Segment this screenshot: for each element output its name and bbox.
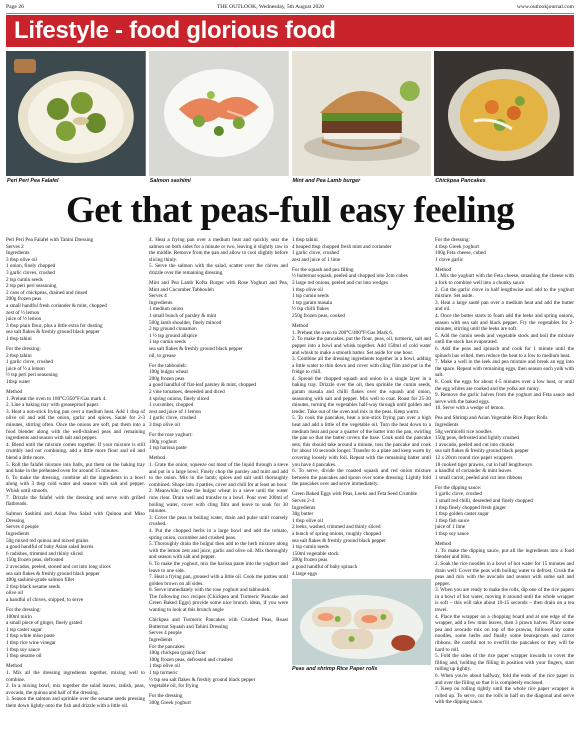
article-paragraph: 1 tsp cumin seeds: [292, 293, 329, 300]
article-paragraph: 4. Once the butter starts to foam add the leeks and spring onions, season with sea salt and black pepper. Fry the vegetables for 2-minutes, stirring until the leeks are soft.: [435, 313, 574, 333]
article-paragraph: sea salt flakes & freshly ground black pepper: [6, 329, 100, 336]
article-paragraph: 1. Preheat the oven to 200°C/400°F/Gas Mark 6.: [292, 329, 394, 336]
article-paragraph: ½ tsp chilli flakes: [292, 306, 329, 313]
article-paragraph: 6 radishes, trimmed and thinly sliced: [6, 550, 83, 557]
article-paragraph: 200g frozen peas: [149, 375, 185, 382]
article-paragraph: zest and juice of 1 lemon: [149, 408, 202, 415]
photo-strip: [6, 51, 574, 184]
article-paragraph: 1 garlic clove, crushed: [6, 359, 53, 366]
article-paragraph: 2. Line a baking tray with greaseproof paper.: [6, 402, 100, 409]
article-paragraph: 100g yoghurt: [149, 438, 177, 445]
article-paragraph: 4 tbsp Greek yoghurt: [435, 243, 479, 250]
article-paragraph: Method: [435, 266, 452, 273]
article-paragraph: 4. Put the chopped herbs in a large bowl and add the tomato, spring onion, cucumber and crushed peas.: [149, 527, 288, 541]
article-paragraph: 100g frozen peas, defrosted and crushed: [149, 656, 233, 663]
article-paragraph: 3. Heat a large sauté pan over a medium heat and add the butter and oil.: [435, 299, 574, 313]
article-paragraph: 100g Feta cheese, cubed: [435, 250, 486, 257]
article-paragraph: 4 heaped tbsp chopped fresh mint and coriander: [292, 243, 392, 250]
article-column-4: [435, 237, 574, 733]
article-paragraph: For the rose yoghurt:: [149, 432, 193, 439]
article-paragraph: 100ml mirin: [6, 613, 32, 620]
article-paragraph: 3 tbsp olive oil: [149, 422, 180, 429]
article-paragraph: 2. In a mixing bowl, mix together the salad leaves, radish, peas, avocado, the quinoa and half of the dressing.: [6, 683, 145, 696]
rolls-photo-caption: Peas and shrimp Rice Paper rolls: [292, 666, 378, 673]
falafel-plate-photo: [6, 51, 146, 184]
article-paragraph: ½ butternut squash, peeled and chopped into 2cm cubes: [292, 273, 408, 280]
article-paragraph: Serves 4 people: [6, 524, 39, 531]
article-paragraph: 1 small bunch of parsley & mint: [149, 313, 217, 320]
article-paragraph: 1tbsp water: [6, 378, 31, 385]
article-paragraph: 6. When you're about halfway, fold the ends of the rice paper in and over the filling so that it is completely enclosed.: [435, 673, 574, 686]
article-paragraph: 1 cucumber, chopped: [149, 402, 194, 409]
article-paragraph: 2 tsp cumin seeds: [6, 276, 43, 283]
article-paragraph: 250g frozen peas, cooked: [292, 313, 346, 320]
article-paragraph: juice of ½ a lemon: [6, 365, 45, 372]
article-paragraph: 1. Grate the onion, squeeze out most of the liquid through a sieve and put in a large bowl. Finely chop the parsley and mint and add to the onion. Mix in the lamb, spices and salt until thoroughly combined. Shape into 4 patties, cover and chill for at least an hour.: [149, 462, 288, 488]
article-paragraph: 1 tsp caster sugar: [6, 626, 42, 633]
website: www.outlookjournal.com: [516, 3, 574, 10]
article-paragraph: For the dressing:: [6, 346, 41, 352]
article-paragraph: 6. Add the peas and spinach and cook for 1 minute until the spinach has wilted, then reduce the heat to a low to medium heat.: [435, 346, 574, 359]
article-paragraph: 300g Greek yoghurt: [149, 699, 191, 706]
article-paragraph: For the pancakes:: [149, 643, 186, 650]
article-paragraph: 12 x 20cm round rice paper wrappers: [435, 455, 513, 461]
article-paragraph: 30g butter: [292, 511, 314, 518]
article-paragraph: 2. To make the pancakes, put the flour, peas, oil, turmeric, salt and pepper into a bowl and whisk together. Add 150ml of cold water and whisk to make a smooth batter. Set aside for one hour.: [292, 336, 431, 356]
article-paragraph: 1 tbsp olive oil: [292, 286, 323, 293]
article-paragraph: sea salt flakes & freshly ground black pepper: [435, 448, 529, 455]
article-paragraph: 3 tbsp plain flour, plus a little extra for dusting: [6, 322, 103, 329]
photo-caption: Mint and Pea Lamb burger: [292, 178, 361, 184]
article-paragraph: Serves 2: [6, 243, 24, 250]
article-paragraph: 2 leeks, washed, trimmed and thinly sliced: [292, 524, 381, 531]
article-paragraph: Serves 2-4: [292, 498, 315, 505]
article-paragraph: juice of 1 lime: [435, 524, 466, 531]
article-paragraph: For the squash and pea filling: [292, 266, 354, 273]
article-paragraph: 6. To serve, divide the roasted squash and red onion mixture between the pancakes and spoon over some dressing. Lightly fold the pancakes over and serve immediately.: [292, 468, 431, 488]
page-number: Page 26: [6, 3, 24, 10]
pancake-photo: [434, 51, 574, 184]
article-paragraph: a handful of chives, snipped, to serve: [6, 596, 84, 603]
article-paragraph: 3 garlic cloves, crushed: [6, 269, 55, 276]
article-paragraph: The following two recipes (Chickpea and Turmeric Pancake and Green Baked Eggs) provide some nice brunch ideas, if you were wanting to look at this brunch angle: [149, 593, 288, 614]
article-paragraph: 1. Preheat the oven to 180°C/350°F/Gas mark 4.: [6, 395, 107, 402]
article-paragraph: For the tabbouleh:: [149, 362, 188, 369]
article-paragraph: juice of ½ lemon: [6, 316, 42, 323]
article-paragraph: 8. Cook the eggs for about 4-5 minutes over a low heat, or until the egg whites are cooked and the yolks are runny.: [435, 378, 574, 392]
headline: Get that peas-full easy feeling: [66, 190, 514, 231]
article-paragraph: 9. Remove the garlic halves from the yoghurt and Feta sauce and serve with the baked eggs.: [435, 392, 574, 405]
article-paragraph: a good handful of baby spinach: [292, 564, 358, 570]
article-paragraph: oil, to grease: [149, 352, 176, 359]
article-paragraph: Chickpea and Turmeric Pancakes with Crushed Peas, Roast Butternut Squash and Tahini Dressing: [149, 617, 288, 630]
article-paragraph: 5. Add the cumin seeds and vegetable stock and boil the mixture until the stock has evaporated.: [435, 332, 574, 346]
article-paragraph: a handful of coriander & mint leaves: [435, 468, 512, 475]
article-paragraph: 8. Serve immediately with the rose yoghurt and tabbouleh.: [149, 587, 271, 594]
article-paragraph: 5. Roll the falafel mixture into balls, put them on the baking tray and bake in the preheated oven for around 15 minutes.: [6, 461, 145, 475]
article-paragraph: For the dressing:: [435, 237, 470, 243]
article-paragraph: 1. Mix the yoghurt with the Feta cheese, smashing the cheese with a fork to combine well into a chunky sauce.: [435, 273, 574, 287]
article-paragraph: 2 tsp ground cinnamon: [149, 326, 197, 333]
article-paragraph: sea salt flakes & freshly ground black pepper: [6, 570, 100, 577]
article-paragraph: Serves 4: [149, 293, 167, 300]
article-paragraph: 1 tbsp tahini: [292, 237, 318, 243]
article-paragraph: Ingredients: [149, 299, 173, 306]
article-paragraph: 4. Place the wrapper on a chopping board and at one edge of the wrapper, add a few mint leaves, then 3 prawn halves. Place some pea and avocado mix on top of the prawns, followed by some noodles, some herbs and finally some beansprouts and carrot ribbons. Be careful not to overfill the pancakes or they will be hard to roll.: [435, 613, 574, 653]
article-paragraph: 1 tsp harissa paste: [149, 445, 187, 452]
rice-paper-rolls-photo: [292, 579, 431, 665]
article-paragraph: sea salt flakes & freshly ground black pepper: [149, 346, 243, 352]
article-paragraph: ½ tsp sea salt flakes & freshly ground black pepper: [149, 676, 256, 683]
article-paragraph: 150ml vegetable stock: [292, 550, 339, 557]
article-paragraph: Salmon Sashimi and Asian Pea Salad with Quinoa and Miso Dressing: [6, 511, 145, 524]
article-paragraph: 100g chickpea (gram) flour: [149, 650, 206, 657]
article-paragraph: 50g vermicelli rice noodles: [435, 428, 492, 435]
article-paragraph: 500g lamb shoulder, finely minced: [149, 319, 222, 326]
article-paragraph: 1 tsp cumin seeds: [292, 544, 329, 551]
article-paragraph: 3 large red onions, peeled and cut into wedges: [292, 280, 388, 287]
column-3-text: [292, 237, 431, 577]
article-paragraph: 7. Drizzle the falafel with the dressing and serve with grilled flatbreads.: [6, 494, 145, 508]
article-paragraph: 3. Cover the peas in boiling water, drain and pulse until coarsely crushed.: [149, 514, 288, 528]
article-paragraph: 2. Meanwhile, rinse the bulgur wheat in a sieve until the water runs clear. Drain well and transfer to a bowl. Pour over 200ml of boiling water, cover with cling film and leave to soak for 30 minutes.: [149, 488, 288, 515]
article-paragraph: Ingredients: [149, 636, 173, 643]
article-paragraph: 3. When you are ready to make the rolls, dip one of the rice papers in a bowl of hot water, moving it around until the whole wrapper is soft – this will take about 10-15 seconds – then drain on a tea towel.: [435, 587, 574, 614]
article-paragraph: 1 avocado, peeled and cut into chunks: [435, 441, 515, 448]
article-paragraph: Peri Peri Pea Falafel with Tahini Dressing: [6, 237, 94, 243]
article-paragraph: 150g frozen peas, defrosted: [6, 557, 64, 564]
article-paragraph: 4. Spread the chopped squash and onion in a single layer in a baking tray. Drizzle over the oil, then sprinkle the cumin seeds, garam masala and chilli flakes over the squash and onion, seasoning with salt and pepper. Mix well to coat. Roast for 25-30 minutes, turning the vegetables half-way through until golden and tender. Take out of the oven and mix in the peas. Keep warm.: [292, 375, 431, 415]
article-paragraph: zest and juice of 1 lime: [292, 256, 341, 263]
article-paragraph: 4 large eggs: [292, 570, 317, 577]
article-paragraph: 1 tbsp soy sauce: [6, 646, 40, 653]
article-paragraph: 4. Heat a frying pan over a medium heat and quickly sear the salmon on both sides for a minute or two, leaving it slightly raw in the middle. Remove from the pan and allow to cool slightly before slicing thinly.: [149, 237, 288, 263]
article-paragraph: 4 spring onions, finely sliced: [149, 395, 210, 402]
article-paragraph: For the dressing: [149, 693, 183, 700]
article-paragraph: 1 tbsp white miso paste: [6, 633, 55, 640]
article-paragraph: 4. Blend until the mixture comes together. If your mixture is still crumbly and not combining, add a little more flour and oil and blend a little more.: [6, 441, 145, 461]
article-paragraph: Ingredients: [292, 504, 316, 511]
article-paragraph: 1 medium onion: [149, 306, 184, 313]
article-paragraph: 2 tbsp tahini: [6, 352, 32, 359]
article-paragraph: 50g mixed red quinoa and mixed grains: [6, 537, 89, 544]
article-paragraph: ½ tsp peri peri seasoning: [6, 372, 58, 379]
article-column-1: [6, 237, 145, 733]
burger-photo: [292, 51, 432, 184]
article-paragraph: 3 tbsp olive oil: [6, 256, 37, 263]
article-paragraph: 7. Make a well in the leek and pea mixture and break an egg into the space. Repeat with remaining eggs, then season each yolk with salt.: [435, 359, 574, 379]
article-paragraph: 1 tbsp soy sauce: [435, 531, 469, 538]
photo-caption: Peri Peri Pea Falafel: [7, 178, 59, 184]
article-paragraph: 5. Serve the salmon with the salad, scatter over the chives and drizzle over the remaining dressing.: [149, 263, 288, 276]
article-paragraph: 1 tsp cumin seeds: [149, 339, 186, 346]
photo-caption: Salmon sashimi: [149, 178, 191, 184]
article-paragraph: 7. Keep on rolling tightly until the whole rice paper wrapper is rolled up. To serve, cut the rolls in half on the diagonal and serve with the dipping sauce.: [435, 686, 574, 706]
article-paragraph: For the dressing:: [6, 607, 41, 614]
article-paragraph: Ingredients: [6, 531, 30, 538]
article-paragraph: 1 onion, finely chopped: [6, 263, 56, 270]
article-paragraph: 2 avocados, peeled, stoned and cut into long slices: [6, 564, 111, 570]
article-paragraph: 5. To cook the pancakes, heat a non-stick frying pan over a high heat and add a little of the vegetable oil. Turn the heat down to a medium heat and pour a quarter of the batter into the pan, swirling the pan so that the batter covers the base. Cook until the pancake sets, this should take around a minute, toss the pancake and cook for about 10 seconds longer. Transfer to a plate and keep warm by covering loosely with foil. Repeat with the remaining batter until you have 4 pancakes.: [292, 415, 431, 468]
article-paragraph: 400g sashimi-grade salmon fillet: [6, 577, 75, 584]
article-paragraph: 1 tbsp olive oil: [149, 663, 180, 670]
article-paragraph: Method: [292, 323, 309, 330]
article-paragraph: 6. To make the yoghurt, mix the harissa paste into the yoghurt and leave to one side.: [149, 560, 288, 574]
article-paragraph: 200g frozen peas: [292, 557, 328, 564]
article-paragraph: a small handful fresh coriander & mint, chopped: [6, 302, 107, 309]
article-paragraph: For the dipping sauce:: [435, 484, 482, 491]
article-paragraph: Mint and Pea Lamb Kofta Burger with Rose Yoghurt and Pea, Mint and Cucumber Tabbouleh: [149, 280, 288, 293]
article-paragraph: Ingredients: [435, 422, 459, 429]
article-paragraph: 1 garlic clove, crushed: [149, 415, 196, 422]
article-paragraph: 2 vine tomatoes, deseeded and diced: [149, 389, 225, 396]
article-paragraph: 2 tbsp black sesame seeds: [6, 583, 60, 590]
article-paragraph: 1 tbsp finely chopped fresh ginger: [435, 504, 507, 511]
article-paragraph: a good handful of baby Asian salad leaves: [6, 544, 94, 551]
article-paragraph: Method: [435, 541, 452, 548]
article-paragraph: 3. Season the salmon and sprinkle over the sesame seeds pressing them down lightly onto the fish and drizzle with a little oil.: [6, 696, 145, 709]
article-paragraph: 2 cans of chickpeas, drained and rinsed: [6, 289, 88, 296]
section-banner: Lifestyle - food glorious food: [6, 15, 574, 47]
article-paragraph: 1 tbsp tahini: [6, 335, 32, 342]
article-paragraph: 1 clove garlic: [435, 256, 464, 263]
article-paragraph: 5. Fold the sides of the rice paper wrapper inwards to cover the filling and, holding the filling in position with your fingers, start rolling up tightly.: [435, 653, 574, 673]
article-paragraph: 150g peas, defrosted and lightly crushed: [435, 435, 519, 442]
article-paragraph: 1 ½ tsp ground allspice: [149, 332, 198, 339]
article-paragraph: 2. Cut the garlic clove in half lengthwise and add to the yoghurt mixture. Set aside.: [435, 286, 574, 300]
article-paragraph: Pea and Shrimp and Asian Vegetable Rice Paper Rolls: [435, 415, 548, 422]
article-paragraph: sea salt flakes & freshly ground black pepper: [292, 537, 386, 544]
salmon-photo: [149, 51, 289, 184]
photo-caption: Chickpea Pancakes: [435, 178, 486, 184]
article-paragraph: 200g frozen peas: [6, 296, 42, 303]
article-paragraph: olive oil: [6, 590, 24, 597]
article-paragraph: 1 small red chilli, deseeded and finely chopped: [435, 498, 533, 505]
article-paragraph: zest of ½ lemon: [6, 309, 40, 316]
article-paragraph: 18 cooked tiger prawns, cut in half lengthways: [435, 461, 533, 468]
page-header: [6, 0, 574, 14]
article-paragraph: Green Baked Eggs with Peas, Leeks and Feta Seed Crumble: [292, 491, 418, 498]
article-paragraph: 1 tbsp rice wine vinegar: [6, 640, 56, 647]
article-paragraph: 3. Combine all the dressing ingredients together in a bowl, adding a little water to thin down and cover with cling film and put in the fridge to chill.: [292, 356, 431, 376]
issue-date: THE OUTLOOK, Wednesday, 5th August 2020: [216, 3, 324, 10]
article-paragraph: Method: [6, 663, 23, 670]
article-paragraph: 1. To make the dipping sauce, put all the ingredients into a food blender and blitz.: [435, 547, 574, 561]
article-paragraph: 1. Mix all the dressing ingredients together, mixing well to combine.: [6, 669, 145, 683]
article-paragraph: 1 tsp garam masala: [292, 299, 332, 306]
article-paragraph: 1 garlic clove, crushed: [435, 491, 482, 498]
article-columns: [6, 237, 574, 733]
article-paragraph: 1 garlic clove, crushed: [292, 250, 339, 257]
article-paragraph: 2 tsp peri peri seasoning: [6, 283, 57, 290]
article-paragraph: 1 tbsp golden caster sugar: [435, 511, 489, 518]
article-paragraph: vegetable oil, for frying: [149, 683, 199, 690]
article-column-3: [292, 237, 431, 733]
article-paragraph: 2. Soak the rice noodles in a bowl of hot water for 15 minutes and drain well. Cover the peas with boiling water to defrost. Crush the peas and mix with the avocado and season with some salt and pepper.: [435, 560, 574, 587]
article-paragraph: 1 tbsp sesame oil: [6, 653, 42, 660]
article-paragraph: Method: [6, 389, 23, 396]
article-paragraph: 3. Heat a non-stick frying pan over a medium heat. Add 1 tbsp of olive oil and add the onion, garlic and spices. Sauté for 2-3 minutes, stirring often. Once the onions are soft, put them into a food blender along with the well-drained peas and remaining ingredients and season with salt and pepper.: [6, 408, 145, 442]
article-paragraph: Method: [149, 455, 166, 462]
article-paragraph: 100g bulgur wheat: [149, 369, 188, 376]
article-paragraph: 5. Thoroughly drain the bulgur then add to the herb mixture along with the lemon zest and juice, garlic and olive oil. Mix thoroughly and season with salt and pepper.: [149, 541, 288, 561]
article-paragraph: 1 tsp turmeric: [149, 669, 178, 676]
article-paragraph: Serves 4 people: [149, 630, 182, 637]
article-paragraph: a bunch of spring onions, roughly chopped: [292, 531, 381, 538]
article-paragraph: 1 tbsp olive oil: [292, 517, 323, 524]
article-paragraph: 6. To make the dressing, combine all the ingredients in a bowl along with 3 tbsp cold water and season with salt and pepper. Whisk until smooth.: [6, 474, 145, 494]
article-paragraph: a small piece of ginger, finely grated: [6, 620, 82, 627]
article-paragraph: 1 tbsp fish sauce: [435, 517, 470, 524]
article-column-2: [149, 237, 288, 733]
article-paragraph: 7. Heat a frying pan, greased with a little oil. Cook the patties until golden brown on all sides.: [149, 574, 288, 587]
article-paragraph: 10. Serve with a wedge of lemon.: [435, 405, 505, 412]
article-paragraph: 1 small carrot, peeled and cut into ribbons: [435, 474, 523, 481]
article-paragraph: Ingredients: [6, 250, 30, 257]
article-paragraph: a good handful of flat-leaf parsley & mint, chopped: [149, 382, 257, 389]
